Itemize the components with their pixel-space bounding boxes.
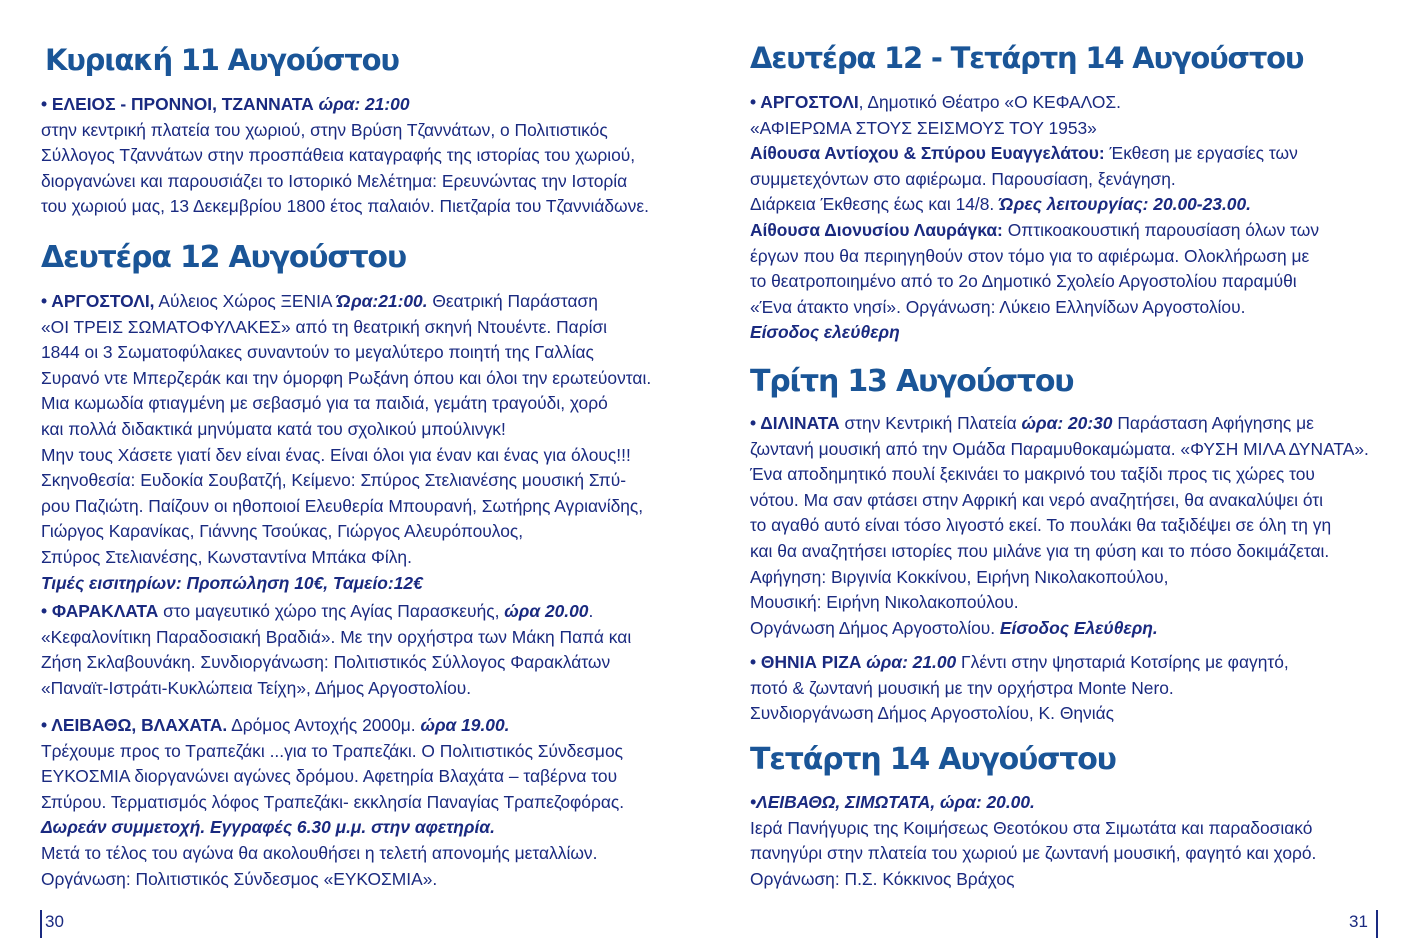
day-heading-wednesday-14: Τετάρτη 14 Αυγούστου xyxy=(750,742,1116,777)
event-vlachata-race: • ΛΕΙΒΑΘΩ, ΒΛΑΧΑΤΑ. Δρόμος Αντοχής 2000μ. ώρα 19.00. Τρέχουμε προς το Τραπεζάκι ...για το Τραπεζάκι. Ο Πολιτιστικός Σύνδεσμος ΕΥΚΟΣΜΙΑ διοργανώνει αγώνες δρόμου. Αφετηρία Βλαχάτα – ταβέρνα του Σπύρου. Τερματισμός λόφος Τραπεζάκι- εκκλησία Παναγίας Τραπεζοφόρας. Δωρεάν συμμετοχή. Εγγραφές 6.30 μ.μ. στην αφετηρία. Μετά το τέλος του αγώνα θα ακολουθήσει η τελετή απονομής μεταλλίων. Οργάνωση: Πολιτιστικός Σύνδεσμος «ΕΥΚΟΣΜΙΑ». xyxy=(41,715,625,889)
page-number-left: 30 xyxy=(45,912,64,931)
event-faraklata: • ΦΑΡΑΚΛΑΤΑ στο μαγευτικό χώρο της Αγίας Παρασκευής, ώρα 20.00. «Κεφαλονίτικη Παραδοσιακή Βραδιά». Με την ορχήστρα των Μάκη Παπά και Ζήση Σκλαβουνάκη. Συνδιοργάνωση: Πολιτιστικός Σύλλογος Φαρακλάτων «Παναϊτ-Ιστράτι-Κυκλώπεια Τείχη», Δήμος Αργοστολίου. xyxy=(41,601,632,698)
day-heading-monday-wednesday: Δευτέρα 12 - Τετάρτη 14 Αυγούστου xyxy=(750,41,1304,75)
event-tzannata: • ΕΛΕΙΟΣ - ΠΡΟΝΝΟΙ, ΤΖΑΝΝΑΤΑ ώρα: 21:00 στην κεντρική πλατεία του χωριού, στην Βρύση Τζαννάτων, ο Πολιτιστικός Σύλλογος Τζαννάτων στην προσπάθεια καταγραφής της ιστορίας του χωριού, διοργανώνει και παρουσιάζει το Ιστορικό Μελέτημα: Ερευνώντας την Ιστορία του χωριού μας, 13 Δεκεμβρίου 1800 έτος παλαιόν. Πιετζαρία του Τζαννιάδωνε. xyxy=(41,94,649,217)
event-dilinata: • ΔΙΛΙΝΑΤΑ στην Κεντρική Πλατεία ώρα: 20:30 Παράσταση Αφήγησης με ζωντανή μουσική από την Ομάδα Παραμυθοκαμώματα. «ΦΥΣΗ ΜΙΛΑ ΔΥΝΑΤΑ». Ένα αποδημητικό πουλί ξεκινάει το μακρινό του ταξίδι προς τις χώρες του νότου. Μα σαν φτάσει στην Αφρική και νερό αναζητήσει, θα ανακαλύψει ότι το αγαθό αυτό είναι τόσο λιγοστό εκεί. Το πουλάκι θα ταξιδέψει σε όλη τη γη και θα αναζητήσει ιστορίες που μιλάνε για τη φύση και το πόσο δοκιμάζεται. Αφήγηση: Βιργινία Κοκκίνου, Ειρήνη Νικολακοπούλου, Μουσική: Ειρήνη Νικολακοπούλου. Οργάνωση Δήμος Αργοστολίου. Είσοδος Ελεύθερη. xyxy=(750,413,1369,638)
page-number-right: 31 xyxy=(1349,912,1368,931)
day-heading-monday-12: Δευτέρα 12 Αυγούστου xyxy=(41,240,406,275)
event-argostoli-xenia: • ΑΡΓΟΣΤΟΛΙ, Αύλειος Χώρος ΞΕΝΙΑ Ώρα:21:00. Θεατρική Παράσταση «ΟΙ ΤΡΕΙΣ ΣΩΜΑΤΟΦΥΛΑΚΕΣ» από τη θεατρική σκηνή Ντουέντε. Παρίσι 1844 οι 3 Σωματοφύλακες συναντούν το μεγαλύτερο ποιητή της Γαλλίας Συρανό ντε Μπερζεράκ και την όμορφη Ρωξάνη όπου και όλοι την ερωτεύονται. Μια κωμωδία φτιαγμένη με σεβασμό για τα παιδιά, γεμάτη τραγούδι, χορό και πολλά διδακτικά μηνύματα κατά του σχολικού μπούλινγκ! Μην τους Χάσετε γιατί δεν είναι ένας. Είναι όλοι για έναν και ένας για όλους!!! Σκηνοθεσία: Ευδοκία Σουβατζή, Κείμενο: Σπύρος Στελιανέσης μουσική Σπύ- ρου Παζιώτη. Παίζουν οι ηθοποιοί Ελευθερία Μπουρανή, Σωτήρης Αγριανίδης, Γιώργος Καρανίκας, Γιάννης Τσούκας, Γιώργος Αλευρόπουλος, Σπύρος Στελιανέσης, Κωνσταντίνα Μπάκα Φίλη. Τιμές εισιτηρίων: Προπώληση 10€, Ταμείο:12€ xyxy=(41,291,652,593)
event-argostoli-kefalos: • ΑΡΓΟΣΤΟΛΙ, Δημοτικό Θέατρο «Ο ΚΕΦΑΛΟΣ. «ΑΦΙΕΡΩΜΑ ΣΤΟΥΣ ΣΕΙΣΜΟΥΣ ΤΟΥ 1953» Αίθουσα Αντίοχου & Σπύρου Ευαγγελάτου: Έκθεση με εργασίες των συμμετεχόντων στο αφιέρωμα. Παρουσίαση, ξενάγηση. Διάρκεια Έκθεσης έως και 14/8. Ώρες λειτουργίας: 20.00-23.00. Αίθουσα Διονυσίου Λαυράγκα: Οπτικοακουστική παρουσίαση όλων των έργων που θα περιηγηθούν στον τόμο για το αφιέρωμα. Ολοκλήρωση με το θεατροποιημένο από το 2ο Δημοτικό Σχολείο Αργοστολίου παραμύθι «Ένα άτακτο νησί». Οργάνωση: Λύκειο Ελληνίδων Αργοστολίου. Είσοδος ελεύθερη xyxy=(750,92,1320,343)
day-heading-sunday-11: Κυριακή 11 Αυγούστου xyxy=(45,43,399,77)
page-margin-line-left xyxy=(40,910,42,938)
event-thinia-riza: • ΘΗΝΙΑ ΡΙΖΑ ώρα: 21.00 Γλέντι στην ψησταριά Κοτσίρης με φαγητό, ποτό & ζωντανή μουσική με την ορχήστρα Monte Nero. Συνδιοργάνωση Δήμος Αργοστολίου, Κ. Θηνιάς xyxy=(750,652,1289,724)
page-margin-line-right xyxy=(1376,910,1378,938)
day-heading-tuesday-13: Τρίτη 13 Αυγούστου xyxy=(750,364,1074,399)
event-simotata: •ΛΕΙΒΑΘΩ, ΣΙΜΩΤΑΤΑ, ώρα: 20.00. Ιερά Πανήγυρις της Κοιμήσεως Θεοτόκου στα Σιμωτάτα και παραδοσιακό πανηγύρι στην πλατεία του χωριού με ζωντανή μουσική, φαγητό και χορό. Οργάνωση: Π.Σ. Κόκκινος Βράχος xyxy=(750,792,1317,889)
